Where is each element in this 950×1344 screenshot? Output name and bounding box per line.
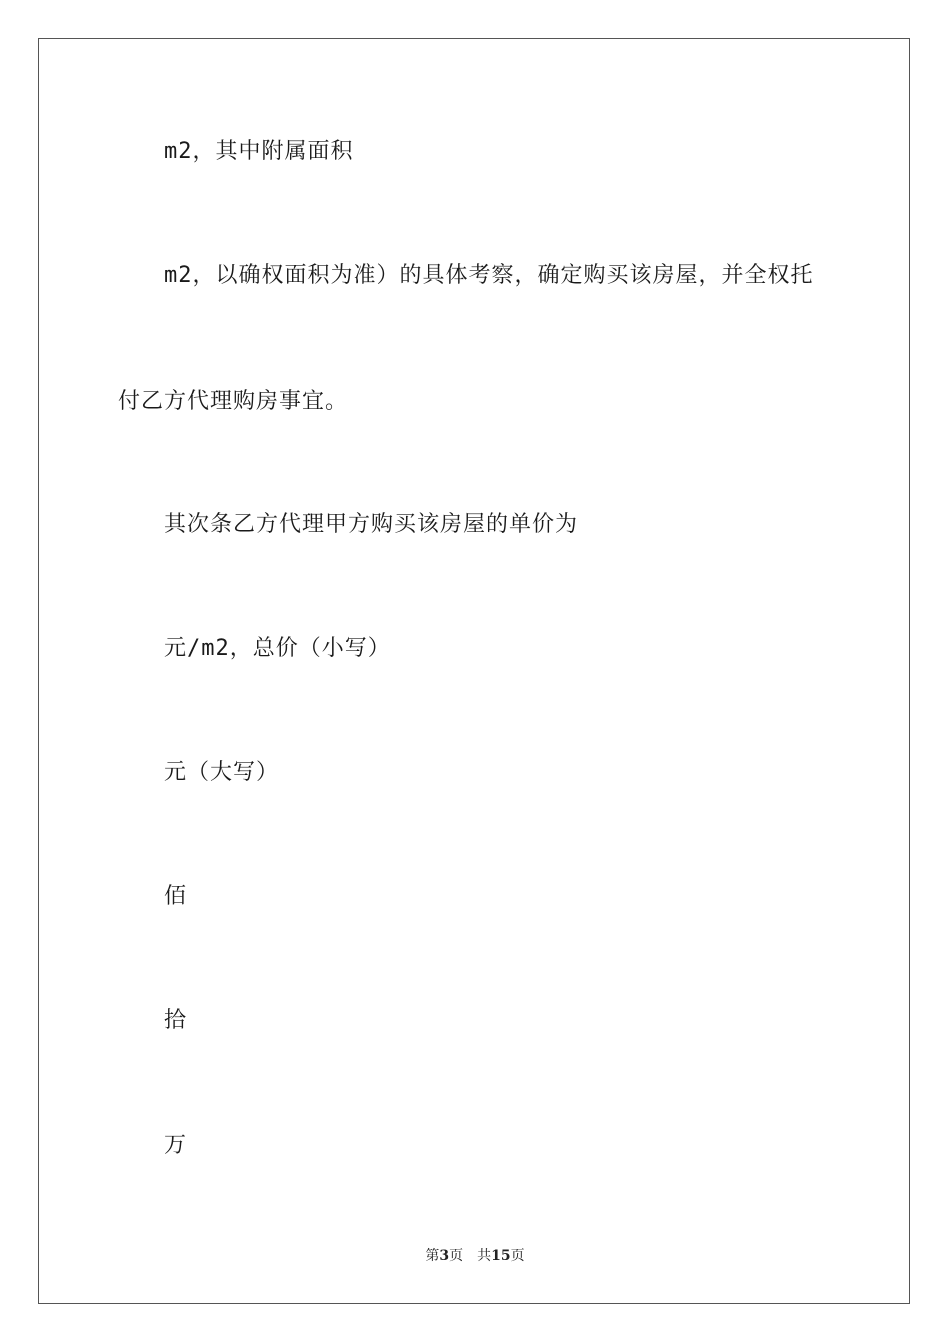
body-line-3: 付乙方代理购房事宜。 — [118, 389, 349, 414]
body-line-9: 万 — [164, 1133, 188, 1158]
body-line-8: 拾 — [164, 1008, 188, 1033]
body-line-2: m2，以确权面积为准）的具体考察，确定购买该房屋，并全权托 — [164, 263, 814, 288]
page-footer — [0, 1247, 950, 1265]
page-border — [38, 38, 910, 1304]
body-line-1: m2，其中附属面积 — [164, 139, 354, 164]
page-number: 3 — [439, 1248, 450, 1264]
page-prefix: 第 — [425, 1248, 440, 1264]
body-line-7: 佰 — [164, 884, 188, 909]
total-suffix: 页 — [510, 1248, 525, 1264]
total-prefix: 共 — [477, 1248, 492, 1264]
body-line-6: 元（大写） — [164, 760, 280, 785]
body-line-5: 元/m2，总价（小写） — [164, 636, 391, 661]
page-suffix: 页 — [449, 1248, 464, 1264]
body-line-4: 其次条乙方代理甲方购买该房屋的单价为 — [164, 512, 579, 537]
total-pages: 15 — [491, 1248, 511, 1264]
